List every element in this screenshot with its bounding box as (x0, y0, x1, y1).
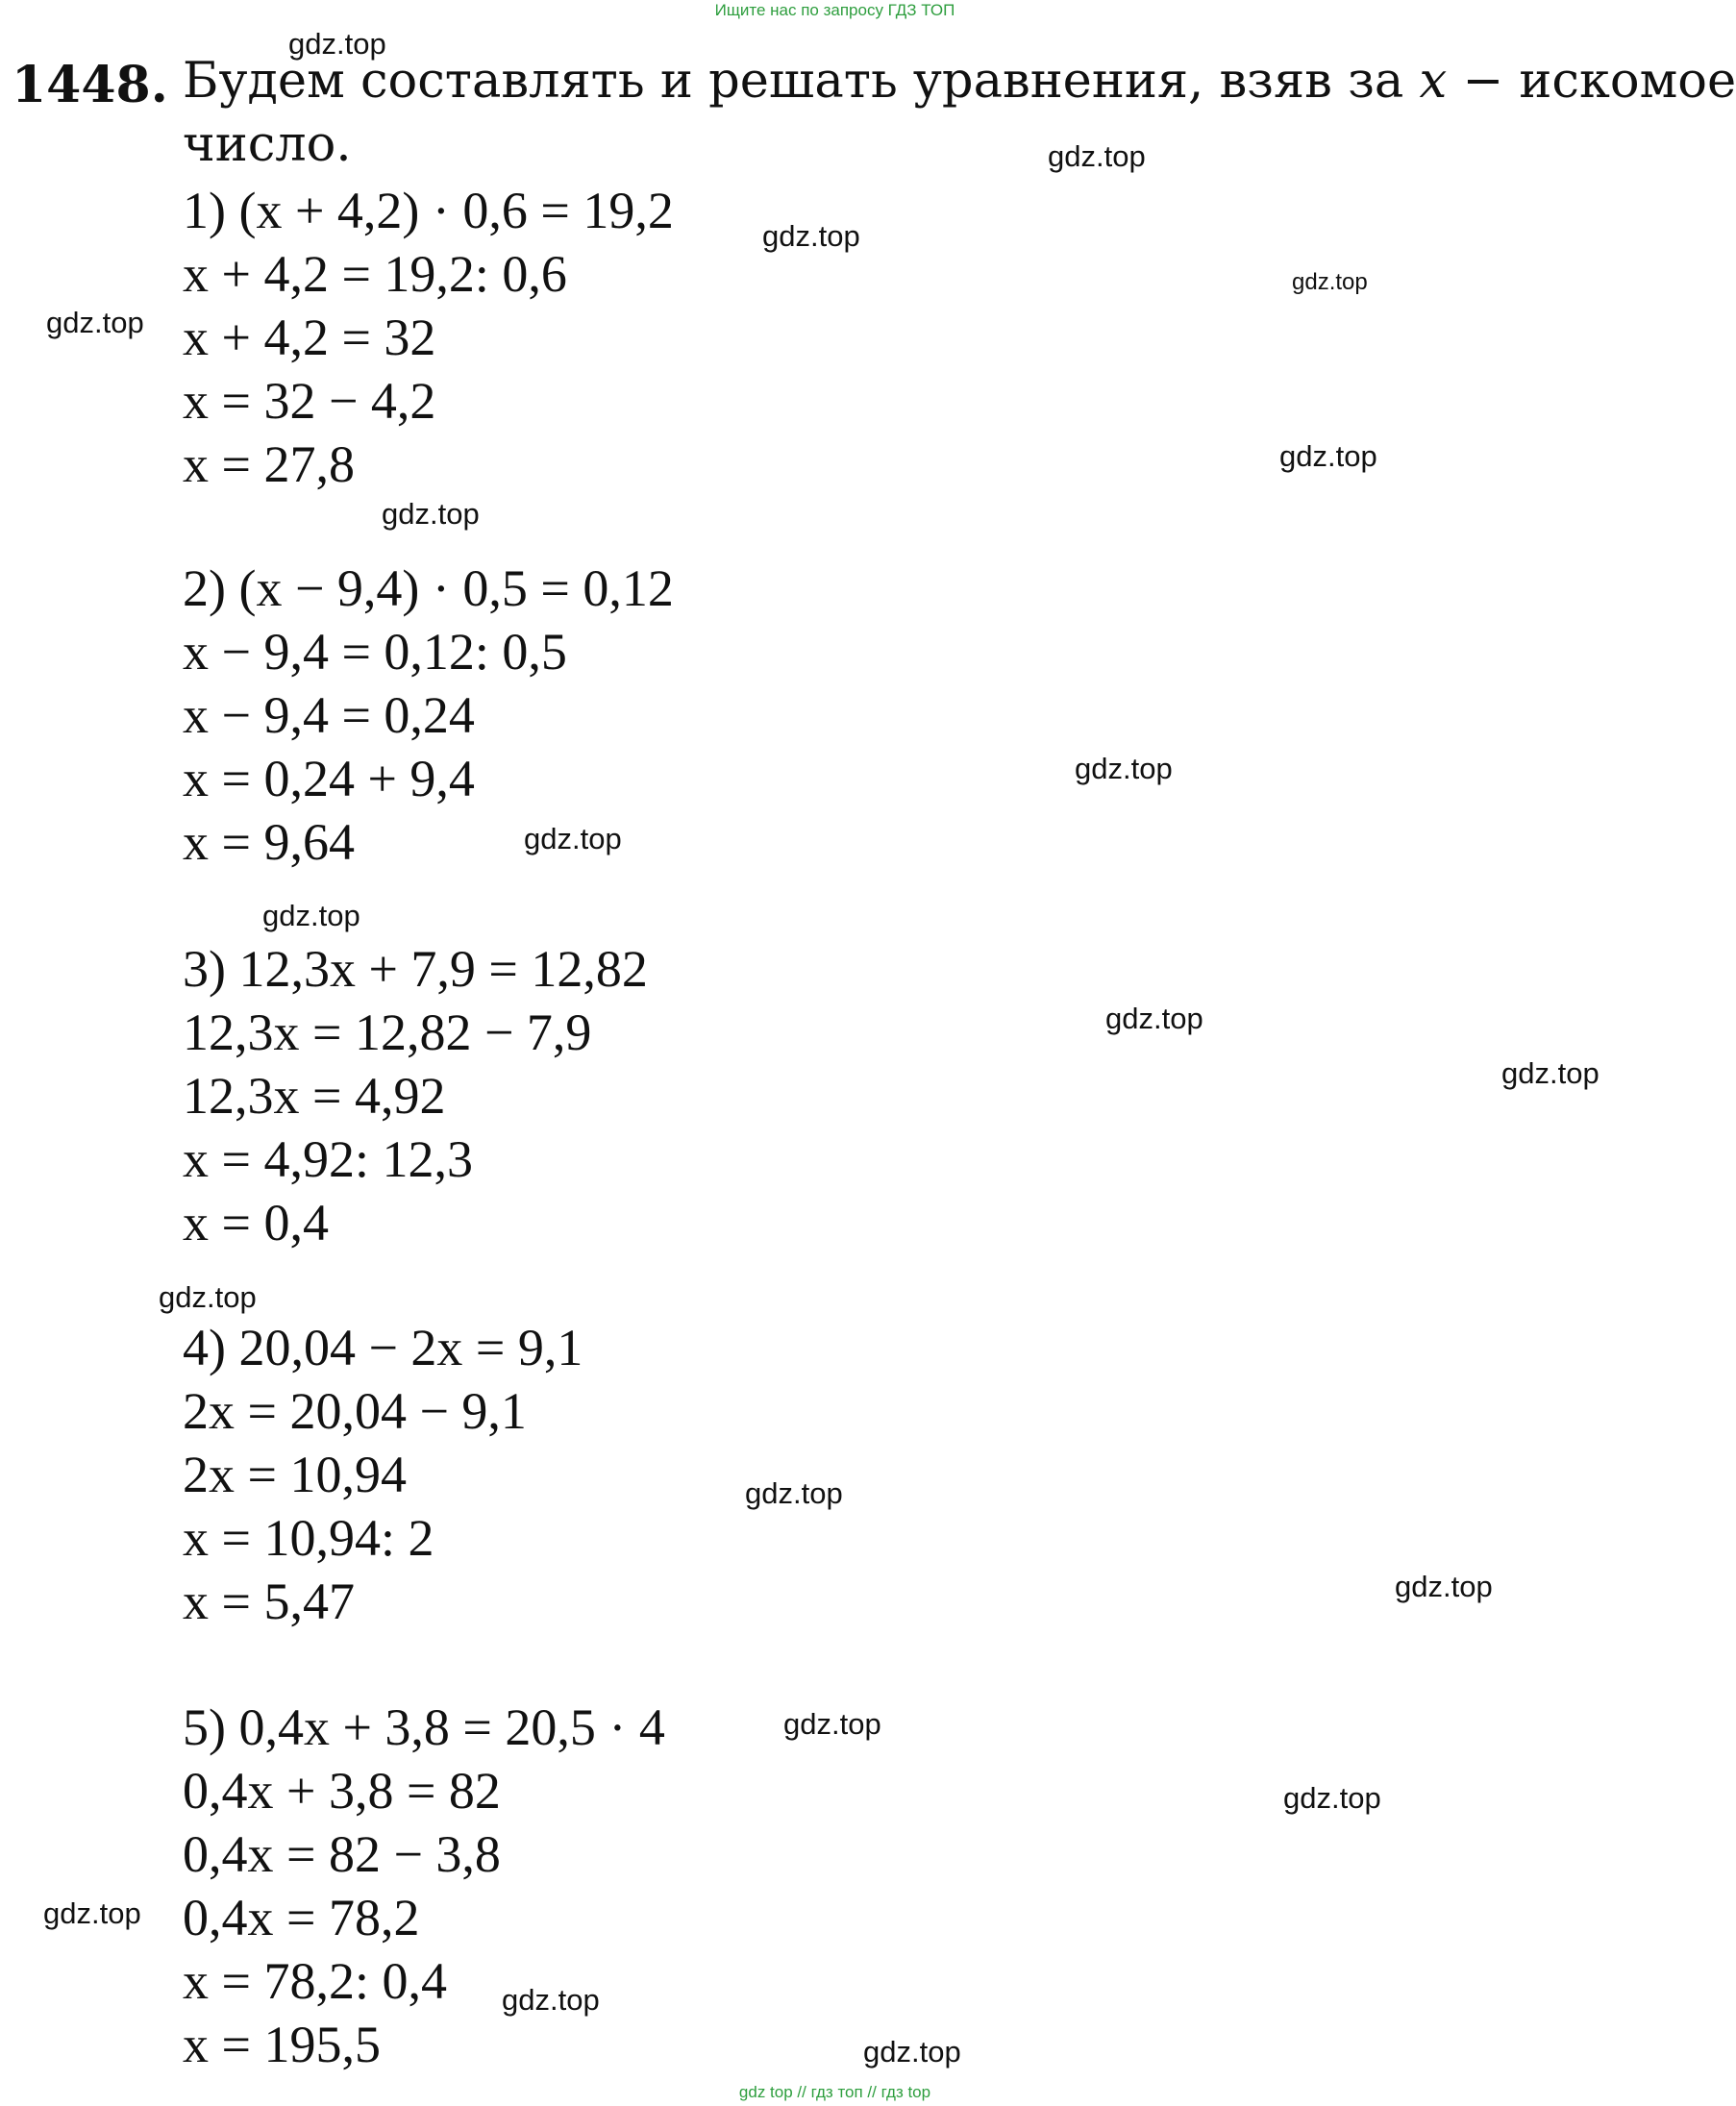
watermark: gdz.top (262, 899, 360, 932)
solution-2-step: x = 0,24 + 9,4 (183, 750, 475, 807)
watermark: gdz.top (1292, 269, 1368, 295)
solution-5-step: x = 78,2: 0,4 (183, 1952, 447, 2010)
bottom-footer: gdz top // гдз топ // гдз top (738, 2083, 931, 2101)
solution-1-equation: 1) (x + 4,2) · 0,6 = 19,2 (183, 182, 674, 239)
intro-variable: x (1419, 53, 1448, 110)
solution-3-step: 12,3x = 12,82 − 7,9 (183, 1003, 592, 1061)
watermark: gdz.top (745, 1476, 843, 1510)
solution-5-step: 0,4x = 82 − 3,8 (183, 1825, 501, 1883)
watermark: gdz.top (43, 1896, 141, 1930)
watermark: gdz.top (1048, 139, 1146, 173)
watermark: gdz.top (783, 1707, 881, 1741)
solution-5-answer: x = 195,5 (183, 2016, 381, 2073)
top-banner: Ищите нас по запросу ГДЗ ТОП (714, 1, 955, 19)
problem-intro-line-2: число. (183, 116, 352, 173)
problem-intro-line-1 (183, 50, 1736, 113)
solution-2-equation: 2) (x − 9,4) · 0,5 = 0,12 (183, 559, 674, 617)
solution-4-answer: x = 5,47 (183, 1573, 355, 1630)
watermark: gdz.top (1075, 752, 1173, 785)
solution-3-equation: 3) 12,3x + 7,9 = 12,82 (183, 940, 648, 998)
solution-3-step: 12,3x = 4,92 (183, 1067, 446, 1125)
solution-3-answer: x = 0,4 (183, 1194, 329, 1251)
intro-text: Будем составлять и решать уравнения, взяв за (183, 53, 1420, 110)
watermark: gdz.top (288, 27, 386, 61)
watermark: gdz.top (1283, 1781, 1381, 1815)
watermark: gdz.top (159, 1280, 257, 1314)
watermark: gdz.top (1105, 1002, 1203, 1035)
solution-5-step: 0,4x + 3,8 = 82 (183, 1762, 501, 1820)
solution-4-step: 2x = 10,94 (183, 1446, 407, 1503)
solution-2-step: x − 9,4 = 0,12: 0,5 (183, 623, 567, 681)
problem-number: 1448. (12, 56, 168, 114)
solution-1-answer: x = 27,8 (183, 435, 355, 493)
watermark: gdz.top (502, 1983, 600, 2017)
solution-4-step: x = 10,94: 2 (183, 1509, 434, 1567)
solution-4-step: 2x = 20,04 − 9,1 (183, 1382, 527, 1440)
solution-2-step: x − 9,4 = 0,24 (183, 686, 475, 744)
watermark: gdz.top (524, 822, 622, 855)
solution-5-step: 0,4x = 78,2 (183, 1889, 420, 1946)
solution-4-equation: 4) 20,04 − 2x = 9,1 (183, 1319, 583, 1376)
solution-1-step: x = 32 − 4,2 (183, 372, 436, 430)
solution-2-answer: x = 9,64 (183, 813, 355, 871)
solution-3-step: x = 4,92: 12,3 (183, 1130, 473, 1188)
watermark: gdz.top (46, 306, 144, 339)
watermark: gdz.top (1395, 1570, 1493, 1603)
watermark: gdz.top (382, 497, 480, 531)
watermark: gdz.top (863, 2035, 961, 2069)
watermark: gdz.top (762, 219, 860, 253)
intro-text-end: − искомое (1447, 53, 1736, 110)
solution-1-step: x + 4,2 = 19,2: 0,6 (183, 245, 567, 303)
solution-1-step: x + 4,2 = 32 (183, 309, 436, 366)
watermark: gdz.top (1279, 439, 1377, 473)
solution-5-equation: 5) 0,4x + 3,8 = 20,5 · 4 (183, 1698, 665, 1756)
watermark: gdz.top (1501, 1056, 1600, 1090)
